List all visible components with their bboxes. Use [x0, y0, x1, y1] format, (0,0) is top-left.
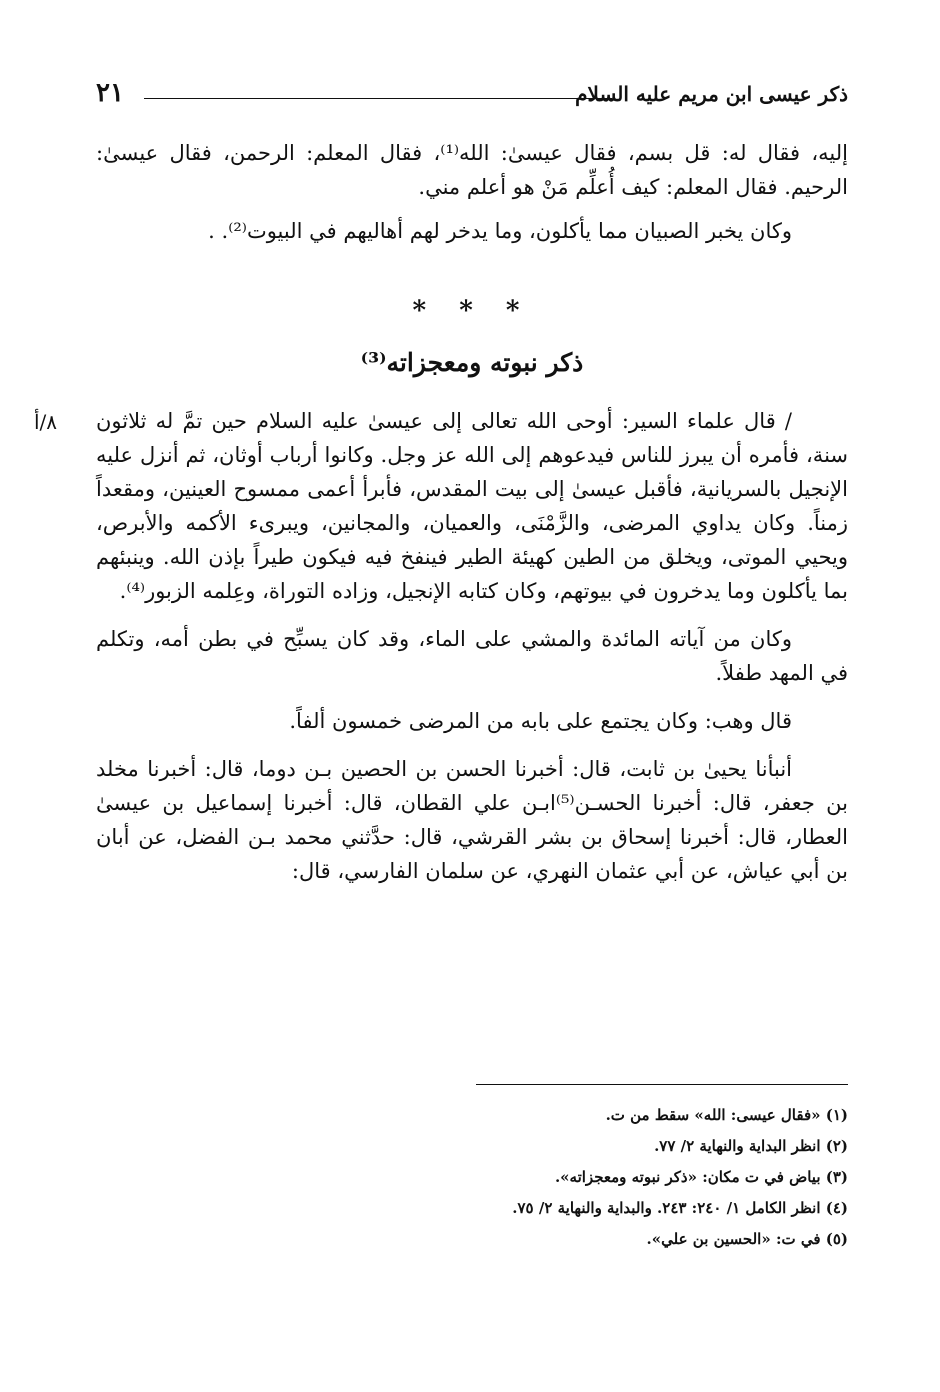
page-number: ٢١	[96, 78, 124, 108]
paragraph: قال وهب: وكان يجتمع على بابه من المرضى خمسون ألفاً.	[289, 709, 792, 733]
section-separator: * * *	[412, 296, 532, 326]
paragraph: وكان يخبر الصبيان مما يأكلون، وما يدخر لهم أهاليهم في البيوت⁽²⁾. .	[208, 219, 792, 243]
footnote: (٣) بياض في ت مكان: «ذكر نبوته ومعجزاته».	[554, 1168, 848, 1186]
footnote: (١) «فقال عيسى: الله» سقط من ت.	[605, 1106, 848, 1124]
text-block-main	[96, 404, 848, 888]
text-block-top	[96, 136, 848, 248]
paragraph: / قال علماء السير: أوحى الله تعالى إلى عيسىٰ عليه السلام حين تمَّ له ثلاثون سنة، فأمره أن يبرز للناس فيدعوهم إلى الله عز وجل. وكانوا أرباب أوثان، ثم أنزل عليه الإنجيل بالسريانية، فأقبل عيسىٰ إلى بيت المقدس، فأبرأ أعمى ممسوح العينين، ومقعداً زمناً. وكان يداوي المرضى، والزَّمْنَى، والعميان، والمجانين، ويبرىء الأكمه والأبرص، ويحيي الموتى، ويخلق من الطين كهيئة الطير فينفخ فيه فيكون طيراً بإذن الله. وينبئهم بما يأكلون وما يدخرون في بيوتهم، وكان كتابه الإنجيل، وزاده التوراة، وعِلمه الزبور⁽⁴⁾.	[96, 409, 848, 603]
footnote: (٥) في ت: «الحسين بن علي».	[646, 1230, 848, 1248]
footnotes	[96, 1100, 848, 1255]
running-title: ذكر عيسى ابن مريم عليه السلام	[575, 82, 848, 106]
footnote: (٤) انظر الكامل ١/ ٢٤٠: ٢٤٣. والبداية والنهاية ٢/ ٧٥.	[512, 1199, 848, 1217]
header-rule	[144, 98, 612, 99]
page-header	[96, 78, 848, 118]
footnote-rule	[476, 1084, 848, 1085]
paragraph: وكان من آياته المائدة والمشي على الماء، وقد كان يسبِّح في بطن أمه، وتكلم في المهد طفلاً.	[96, 627, 848, 685]
footnote: (٢) انظر البداية والنهاية ٢/ ٧٧.	[654, 1137, 848, 1155]
section-title: ذكر نبوته ومعجزاته⁽³⁾	[360, 348, 584, 377]
paragraph: إليه، فقال له: قل بسم، فقال عيسىٰ: الله⁽¹⁾، فقال المعلم: الرحمن، فقال عيسىٰ: الرحيم. فقال المعلم: كيف أُعلِّم مَنْ هو أعلم مني.	[96, 141, 848, 199]
paragraph: أنبأنا يحيىٰ بن ثابت، قال: أخبرنا الحسن بن الحصين بـن دوما، قال: أخبرنا مخلد بن جعفر، قال: أخبرنا الحسـن⁽⁵⁾ابـن علي القطان، قال: أخبرنا إسماعيل بن عيسىٰ العطار، قال: أخبرنا إسحاق بن بشر القرشي، قال: حدَّثني محمد بـن الفضل، عن أبان بن أبي عياش، عن أبي عثمان النهري، عن سلمان الفارسي، قال:	[96, 757, 849, 883]
manuscript-folio-note: ٨/أ	[34, 410, 58, 434]
